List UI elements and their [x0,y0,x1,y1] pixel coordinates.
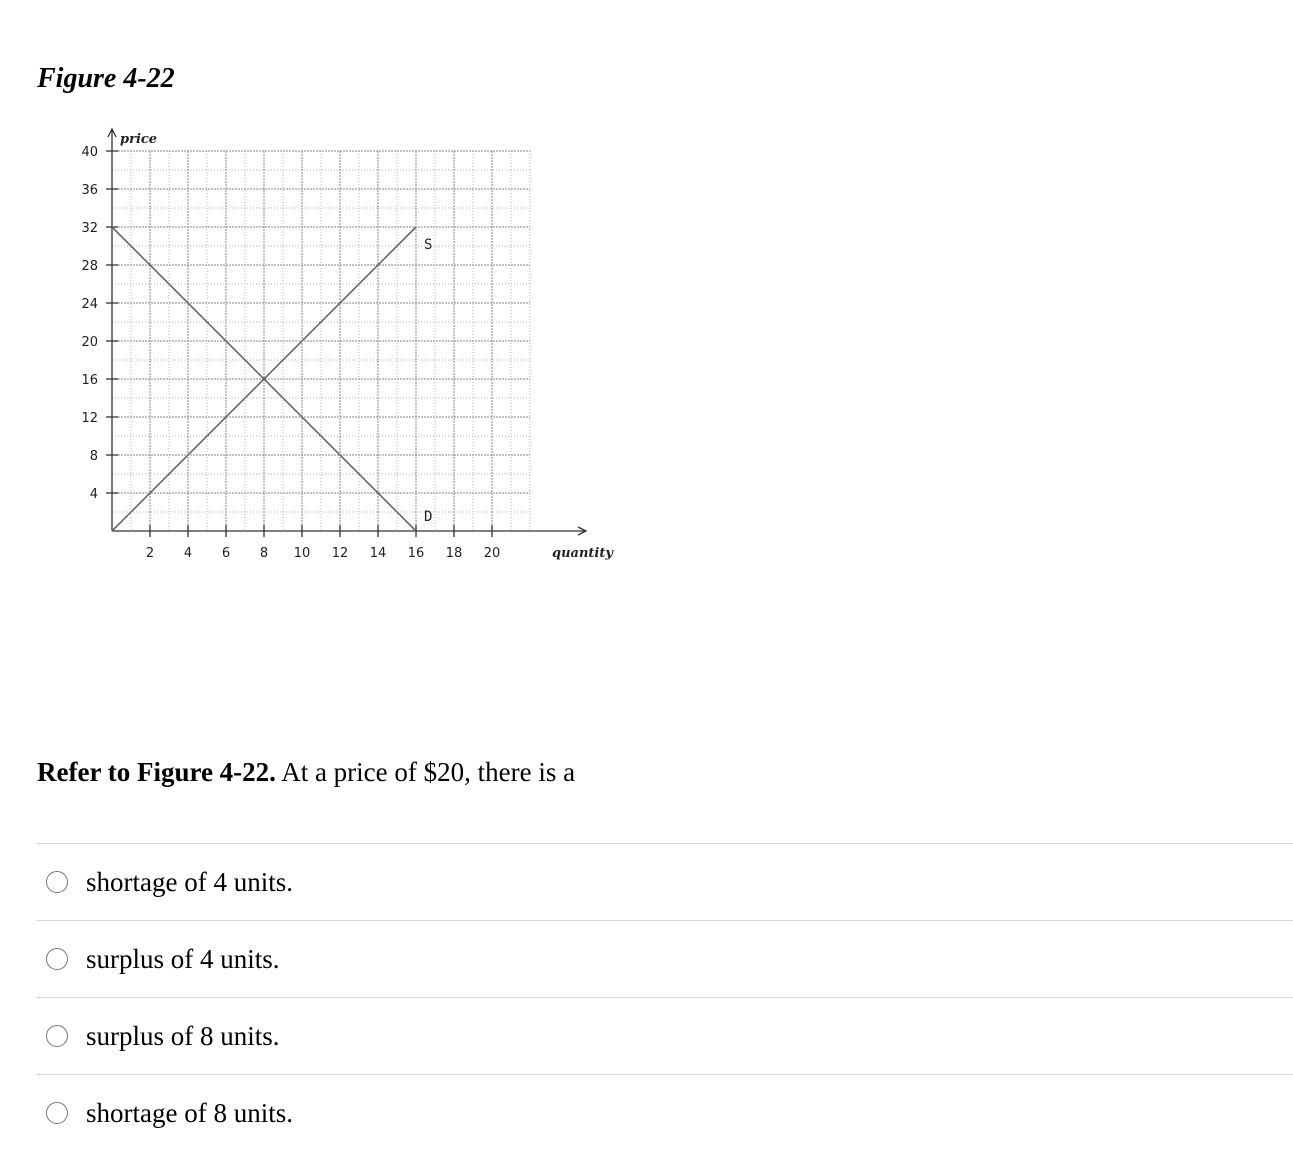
x-tick-label: 14 [369,546,387,561]
chart-grid [112,151,530,531]
question-body: At a price of $20, there is a [275,757,576,787]
y-tick-label: 32 [81,221,98,236]
supply-demand-chart [60,120,613,580]
answer-label: surplus of 4 units. [86,944,280,974]
answer-label: shortage of 4 units. [86,867,293,897]
answer-label: shortage of 8 units. [86,1098,293,1128]
x-tick-label: 18 [445,546,463,561]
y-tick-label: 28 [81,259,98,274]
radio-button-icon[interactable] [46,948,68,970]
x-tick-label: 2 [145,546,155,561]
answer-label: surplus of 8 units. [86,1021,280,1051]
answer-option-3[interactable] [36,997,1293,1074]
chart-labels [81,132,614,561]
chart-axes [106,129,586,537]
y-tick-label: 36 [81,183,98,198]
question-reference: Refer to Figure 4-22. [37,757,276,787]
x-tick-label: 10 [293,546,311,561]
answer-list [36,843,1293,1151]
y-tick-label: 20 [81,335,98,350]
answer-option-4[interactable] [36,1074,1293,1151]
x-tick-label: 12 [331,546,349,561]
answer-option-1[interactable] [36,843,1293,920]
x-tick-label: 16 [407,546,425,561]
x-tick-label: 6 [221,546,231,561]
x-tick-label: 4 [183,546,193,561]
x-tick-label: 8 [259,546,269,561]
answer-option-2[interactable] [36,920,1293,997]
y-tick-label: 12 [81,411,98,426]
x-axis-label: quantity [552,546,613,561]
y-tick-label: 40 [81,145,98,160]
y-axis-label: price [120,132,158,147]
y-tick-label: 16 [81,373,98,388]
question-text [37,754,575,790]
y-tick-label: 24 [81,297,98,312]
radio-button-icon[interactable] [46,871,68,893]
series-label-d: D [424,509,433,525]
figure-title: Figure 4-22 [37,63,175,94]
y-tick-label: 8 [89,449,98,464]
x-tick-label: 20 [483,546,501,561]
series-label-s: S [424,237,433,253]
radio-button-icon[interactable] [46,1025,68,1047]
radio-button-icon[interactable] [46,1102,68,1124]
y-tick-label: 4 [89,487,98,502]
